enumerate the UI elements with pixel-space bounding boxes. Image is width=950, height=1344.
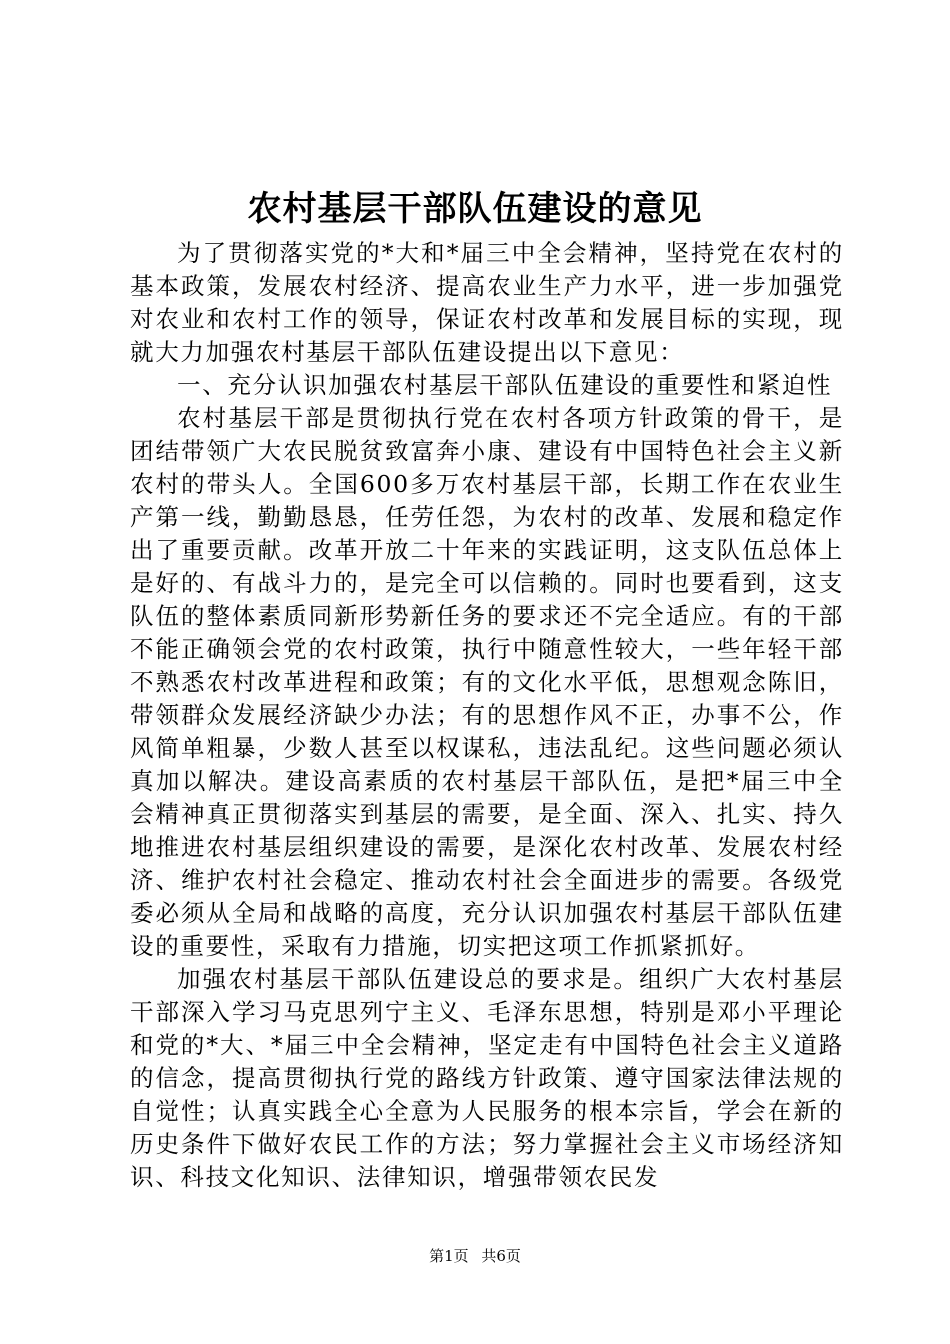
document-body (130, 237, 844, 1194)
paragraph-intro: 为了贯彻落实党的*大和*届三中全会精神，坚持党在农村的基本政策，发展农村经济、提高农业生产力水平，进一步加强党对农业和农村工作的领导，保证农村改革和发展目标的实现，现就大力加强农村基层干部队伍建设提出以下意见： (130, 239, 844, 366)
page-number: 第1页 (429, 1247, 469, 1265)
document-title: 农村基层干部队伍建设的意见 (247, 189, 703, 229)
paragraph-requirements: 加强农村基层干部队伍建设总的要求是。组织广大农村基层干部深入学习马克思列宁主义、毛泽东思想，特别是邓小平理论和党的*大、*届三中全会精神，坚定走有中国特色社会主义道路的信念，提高贯彻执行党的路线方针政策、遵守国家法律法规的自觉性；认真实践全心全意为人民服务的根本宗旨，学会在新的历史条件下做好农民工作的方法；努力掌握社会主义市场经济知识、科技文化知识、法律知识，增强带领农民发 (130, 965, 844, 1191)
paragraph-importance: 农村基层干部是贯彻执行党在农村各项方针政策的骨干，是团结带领广大农民脱贫致富奔小康、建设有中国特色社会主义新农村的带头人。全国600多万农村基层干部，长期工作在农业生产第一线，勤勤恳恳，任劳任怨，为农村的改革、发展和稳定作出了重要贡献。改革开放二十年来的实践证明，这支队伍总体上是好的、有战斗力的，是完全可以信赖的。同时也要看到，这支队伍的整体素质同新形势新任务的要求还不完全适应。有的干部不能正确领会党的农村政策，执行中随意性较大，一些年轻干部不熟悉农村改革进程和政策；有的文化水平低，思想观念陈旧，带领群众发展经济缺少办法；有的思想作风不正，办事不公，作风简单粗暴，少数人甚至以权谋私，违法乱纪。这些问题必须认真加以解决。建设高素质的农村基层干部队伍，是把*届三中全会精神真正贯彻落实到基层的需要，是全面、深入、扎实、持久地推进农村基层组织建设的需要，是深化农村改革、发展农村经济、维护农村社会稳定、推动农村社会全面进步的需要。各级党委必须从全局和战略的高度，充分认识加强农村基层干部队伍建设的重要性，采取有力措施，切实把这项工作抓紧抓好。 (130, 404, 844, 960)
section-heading-1: 一、充分认识加强农村基层干部队伍建设的重要性和紧迫性 (177, 371, 833, 399)
page-total: 共6页 (481, 1247, 521, 1265)
page-footer (0, 1246, 950, 1266)
